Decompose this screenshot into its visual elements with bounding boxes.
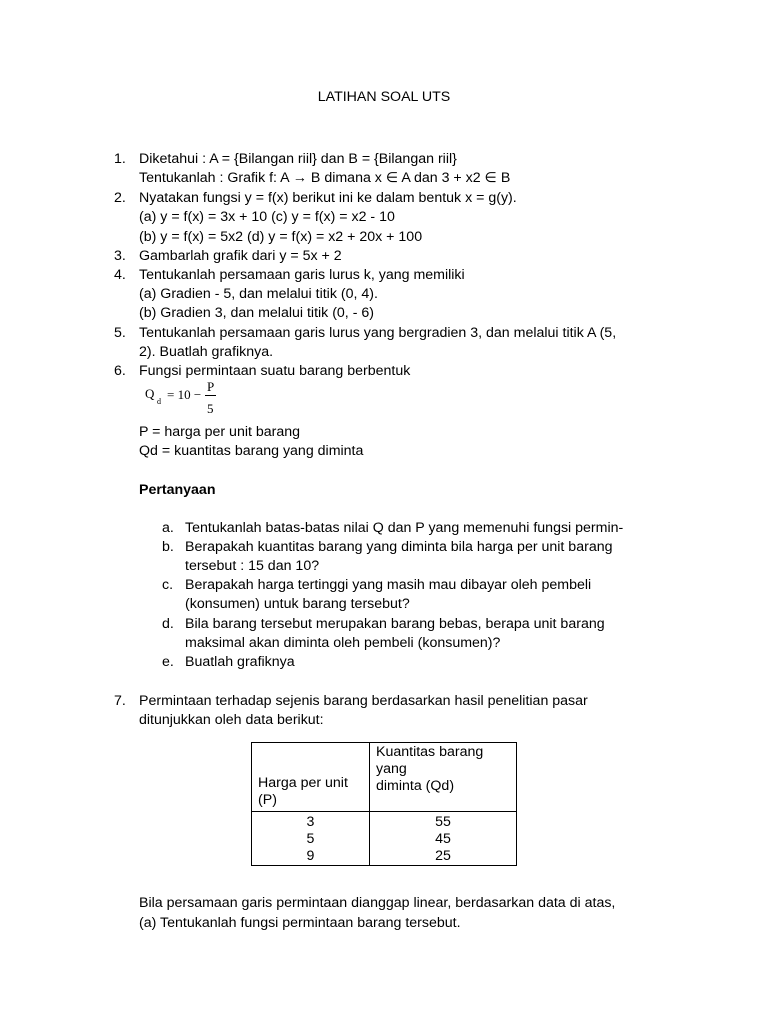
page-title: LATIHAN SOAL UTS	[317, 89, 451, 105]
table-cell-value: 45	[435, 831, 451, 847]
question-text: (a) Gradien - 5, dan melalui titik (0, 4).	[139, 286, 378, 302]
sub-question-text: Bila barang tersebut merupakan barang bebas, berapa unit barang	[185, 616, 605, 632]
section-heading: Pertanyaan	[139, 482, 216, 498]
question-text: (b) Gradien 3, dan melalui titik (0, - 6)	[139, 305, 374, 321]
question-text: Diketahui : A = {Bilangan riil} dan B = {Bilangan riil}	[139, 151, 457, 167]
table-header-row	[252, 743, 517, 812]
table-cell-value: 55	[435, 814, 451, 830]
formula-denominator: 5	[207, 401, 214, 416]
table-cell-value: 5	[306, 831, 315, 847]
question-text: 2). Buatlah grafiknya.	[139, 344, 274, 360]
definition-p: P = harga per unit barang	[139, 424, 301, 440]
table-cell-value: 25	[435, 848, 451, 864]
quantity-values-cell	[370, 812, 517, 866]
price-values-cell	[252, 812, 370, 866]
question-text: ditunjukkan oleh data berikut:	[139, 712, 324, 728]
sub-question-text: Berapakah kuantitas barang yang diminta bila harga per unit barang	[185, 539, 613, 555]
question-text: Tentukanlah : Grafik f: A → B dimana x ∈ A dan 3 + x2 ∈ B	[139, 170, 511, 186]
header-cell-price	[252, 743, 370, 812]
sub-question-text: (konsumen) untuk barang tersebut?	[185, 596, 410, 612]
definition-qd: Qd = kuantitas barang yang diminta	[139, 443, 364, 459]
table-row	[252, 812, 517, 866]
formula-rhs: = 10 −	[167, 387, 202, 402]
question-text: Nyatakan fungsi y = f(x) berikut ini ke dalam bentuk x = g(y).	[139, 190, 517, 206]
sub-question-text: tersebut : 15 dan 10?	[185, 558, 320, 574]
question-text: (a) Tentukanlah fungsi permintaan barang tersebut.	[139, 915, 461, 931]
formula-numerator: P	[207, 379, 215, 394]
sub-question-letter: b.	[162, 539, 174, 555]
question-number: 5.	[114, 325, 126, 341]
question-number: 3.	[114, 248, 126, 264]
sub-question-text: Berapakah harga tertinggi yang masih mau dibayar oleh pembeli	[185, 577, 592, 593]
header-text: diminta (Qd)	[376, 778, 455, 794]
question-number: 1.	[114, 151, 126, 167]
formula-subscript: d	[157, 397, 161, 406]
question-number: 2.	[114, 190, 126, 206]
question-text: Gambarlah grafik dari y = 5x + 2	[139, 248, 342, 264]
table-cell-value: 3	[306, 814, 315, 830]
question-text: Tentukanlah persamaan garis lurus yang bergradien 3, dan melalui titik A (5,	[139, 325, 617, 341]
question-number: 7.	[114, 693, 126, 709]
formula-q: Q	[145, 386, 155, 401]
sub-question-letter: a.	[162, 520, 174, 536]
header-text: (P)	[258, 792, 277, 808]
question-text: (a) y = f(x) = 3x + 10 (c) y = f(x) = x2 - 10	[139, 209, 395, 225]
sub-question-text: maksimal akan diminta oleh pembeli (konsumen)?	[185, 635, 501, 651]
question-text: Fungsi permintaan suatu barang berbentuk	[139, 363, 411, 379]
demand-table	[251, 742, 517, 866]
question-number: 4.	[114, 267, 126, 283]
sub-question-letter: d.	[162, 616, 174, 632]
header-text: yang	[376, 761, 407, 777]
fraction-bar	[205, 395, 216, 396]
question-text: Bila persamaan garis permintaan dianggap linear, berdasarkan data di atas,	[139, 895, 616, 911]
question-text: Permintaan terhadap sejenis barang berdasarkan hasil penelitian pasar	[139, 693, 588, 709]
question-number: 6.	[114, 363, 126, 379]
header-cell-quantity	[370, 743, 517, 812]
table-cell-value: 9	[306, 848, 315, 864]
sub-question-text: Buatlah grafiknya	[185, 654, 295, 670]
sub-question-letter: c.	[162, 577, 174, 593]
sub-question-letter: e.	[162, 654, 174, 670]
header-text: Kuantitas barang	[376, 744, 484, 760]
question-text: Tentukanlah persamaan garis lurus k, yang memiliki	[139, 267, 465, 283]
header-text: Harga per unit	[258, 775, 348, 791]
question-text: (b) y = f(x) = 5x2 (d) y = f(x) = x2 + 20x + 100	[139, 229, 423, 245]
sub-question-text: Tentukanlah batas-batas nilai Q dan P yang memenuhi fungsi permin-	[185, 520, 624, 536]
